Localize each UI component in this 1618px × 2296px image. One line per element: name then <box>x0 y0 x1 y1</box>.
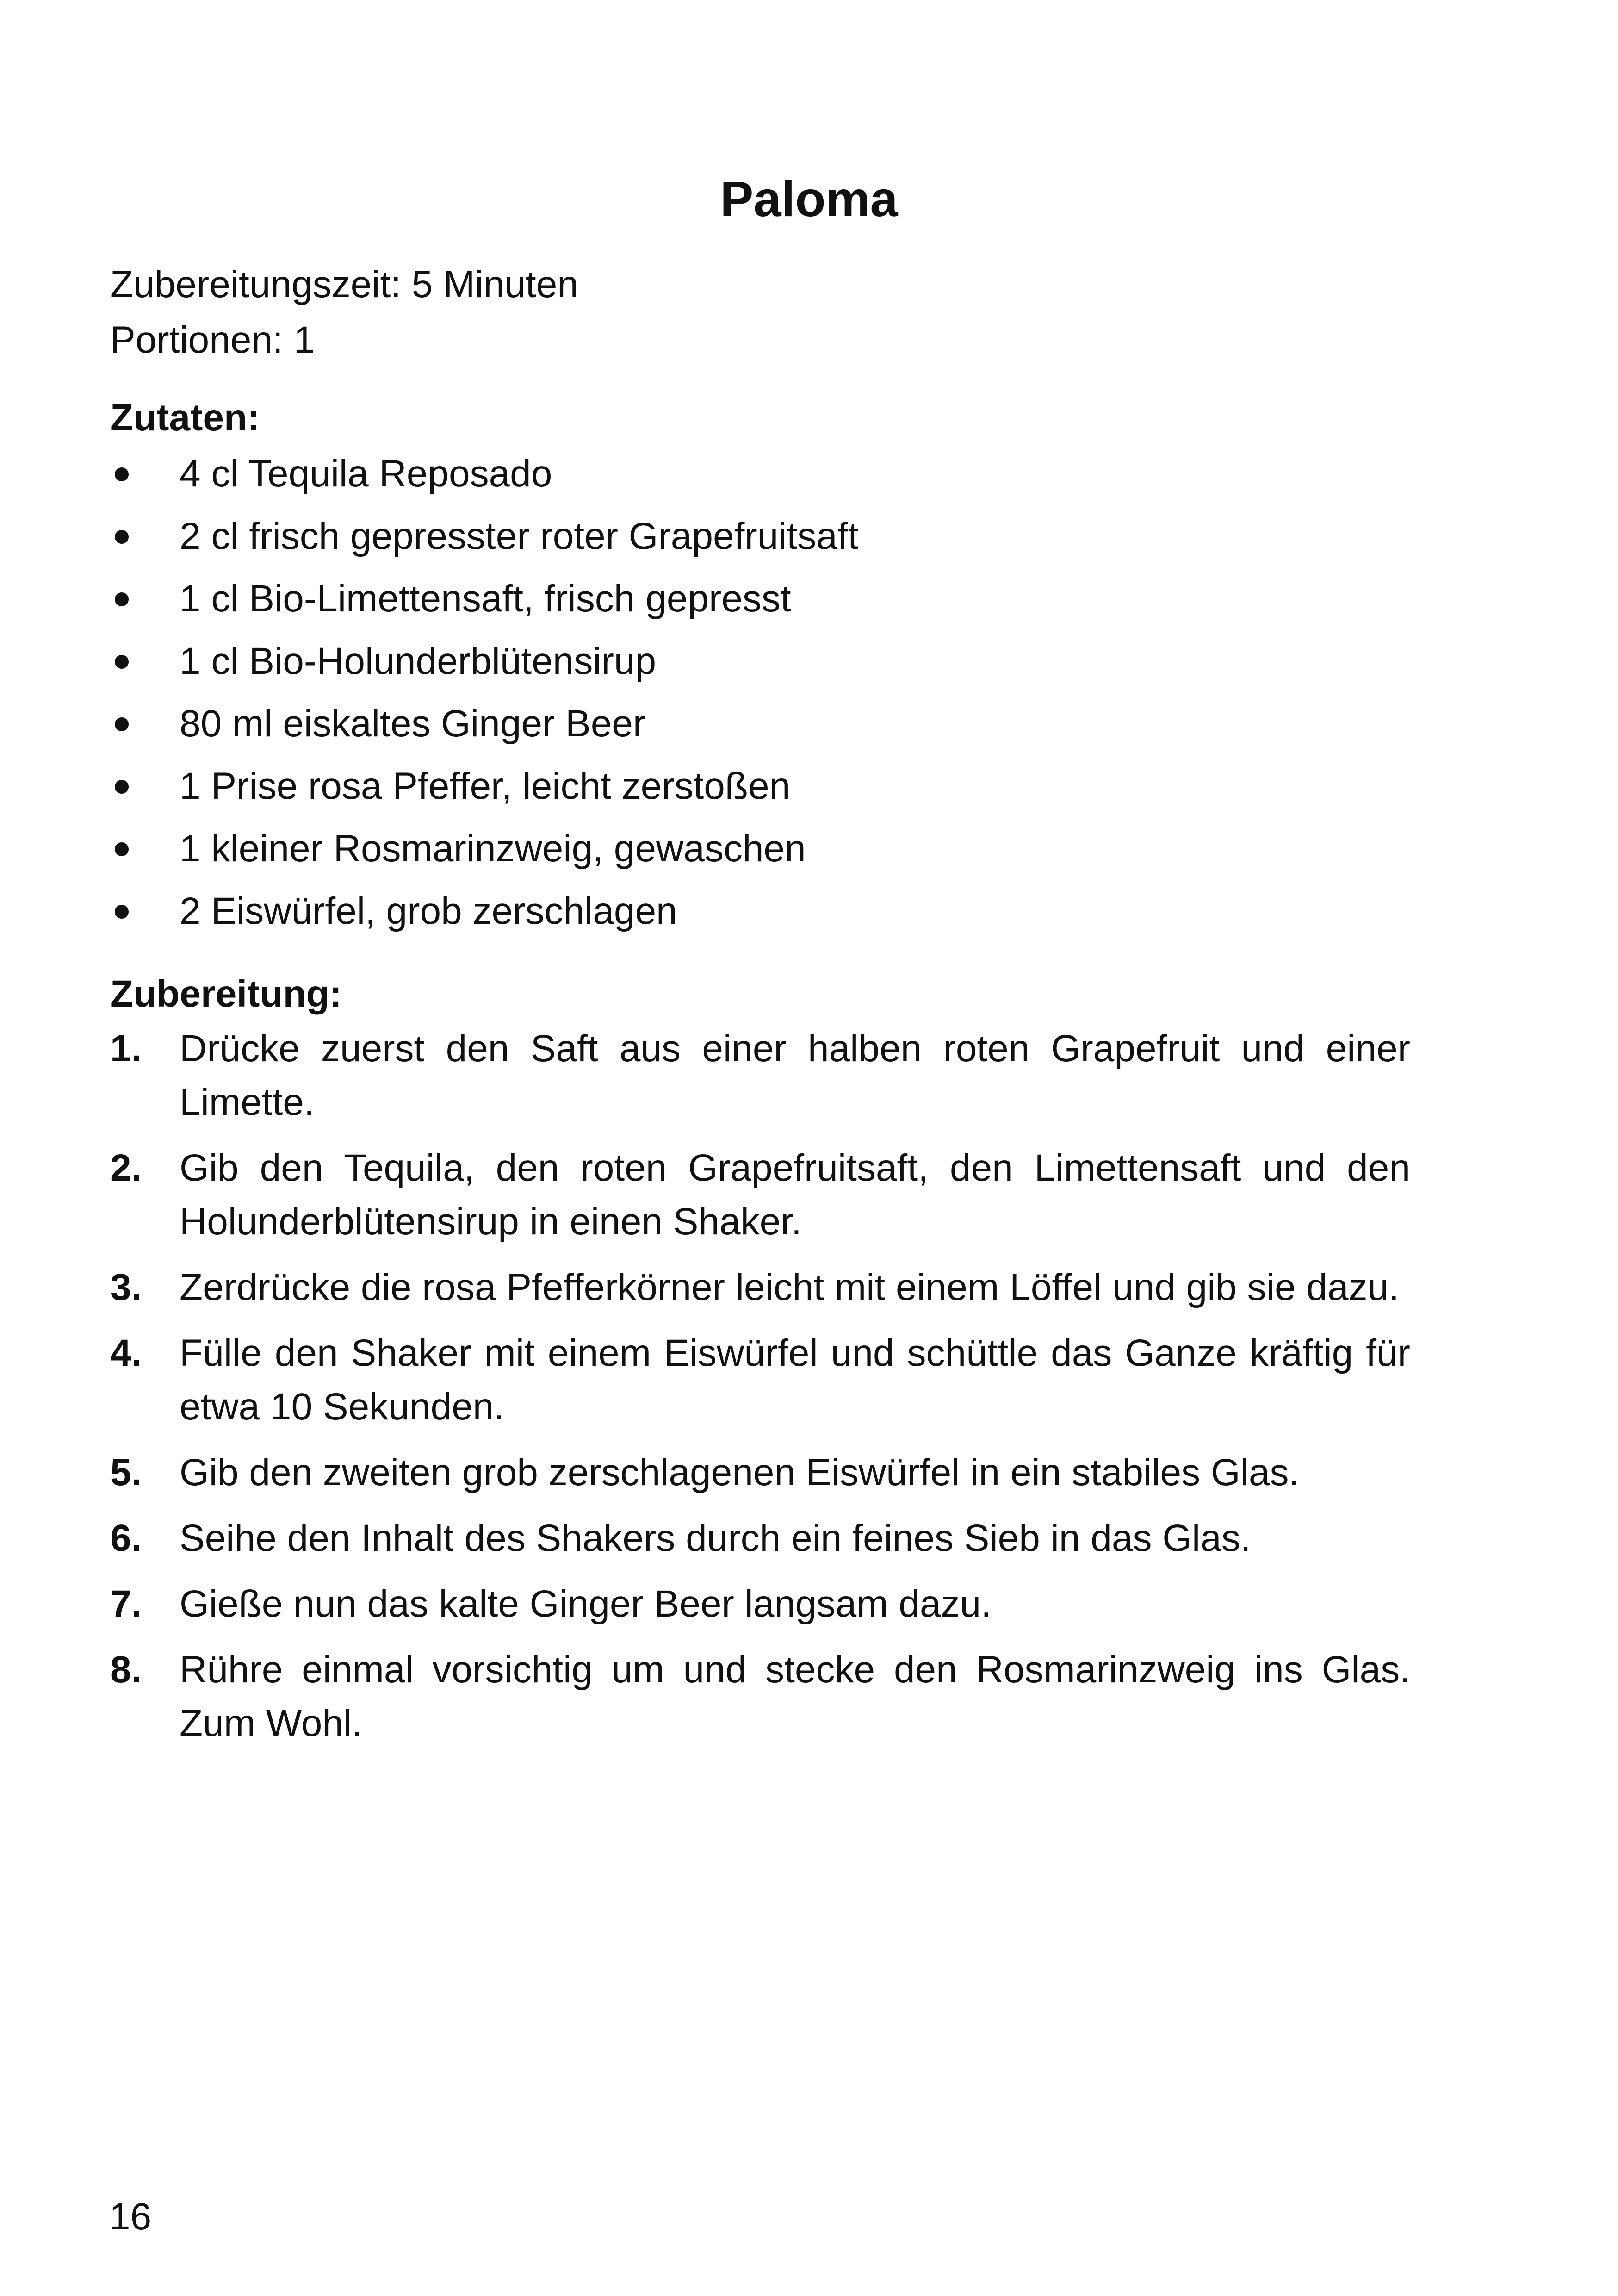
bullet-icon <box>115 717 129 731</box>
step-item <box>110 1141 1410 1249</box>
bullet-icon <box>115 530 129 544</box>
ingredient-text: 2 cl frisch gepresster roter Grapefruitsaft <box>180 515 859 557</box>
step-text: Rühre einmal vorsichtig um und stecke den Rosmarinzweig ins Glas. Zum Wohl. <box>180 1649 1410 1744</box>
ingredient-item <box>110 633 1410 690</box>
ingredient-text: 80 ml eiskaltes Ginger Beer <box>180 703 646 745</box>
ingredient-text: 1 Prise rosa Pfeffer, leicht zerstoßen <box>180 765 791 807</box>
step-number: 5. <box>110 1451 142 1493</box>
step-number: 6. <box>110 1517 142 1559</box>
step-number: 1. <box>110 1027 142 1070</box>
bullet-icon <box>115 780 129 794</box>
ingredients-list <box>110 446 1410 940</box>
step-item <box>110 1326 1410 1434</box>
step-item <box>110 1577 1410 1631</box>
bullet-icon <box>115 467 129 481</box>
step-item <box>110 1643 1410 1750</box>
step-text: Seihe den Inhalt des Shakers durch ein feines Sieb in das Glas. <box>180 1517 1251 1559</box>
ingredient-text: 1 cl Bio-Holunderblütensirup <box>180 640 657 682</box>
bullet-icon <box>115 905 129 919</box>
steps-heading: Zubereitung: <box>110 973 342 1015</box>
step-item <box>110 1512 1410 1565</box>
ingredient-item <box>110 883 1410 940</box>
ingredient-item <box>110 571 1410 627</box>
steps-list <box>110 1022 1410 1750</box>
step-number: 2. <box>110 1147 142 1189</box>
step-number: 8. <box>110 1649 142 1691</box>
ingredient-item <box>110 821 1410 877</box>
step-item <box>110 1261 1410 1314</box>
step-number: 7. <box>110 1583 142 1625</box>
recipe-title: Paloma <box>720 171 898 227</box>
step-item <box>110 1446 1410 1500</box>
servings: Portionen: 1 <box>110 319 315 361</box>
prep-time: Zubereitungszeit: 5 Minuten <box>110 263 578 305</box>
step-number: 4. <box>110 1332 142 1374</box>
ingredient-item <box>110 446 1410 502</box>
bullet-icon <box>115 842 129 856</box>
ingredient-item <box>110 696 1410 752</box>
ingredient-item <box>110 508 1410 565</box>
ingredient-text: 4 cl Tequila Reposado <box>180 453 552 495</box>
bullet-icon <box>115 592 129 606</box>
ingredients-heading: Zutaten: <box>110 397 260 439</box>
step-item <box>110 1022 1410 1129</box>
step-text: Fülle den Shaker mit einem Eiswürfel und schüttle das Ganze kräftig für etwa 10 Sekunden. <box>180 1332 1410 1428</box>
step-text: Drücke zuerst den Saft aus einer halben roten Grapefruit und einer Limette. <box>180 1027 1410 1123</box>
step-number: 3. <box>110 1266 142 1308</box>
bullet-icon <box>115 655 129 669</box>
ingredient-text: 1 kleiner Rosmarinzweig, gewaschen <box>180 828 806 870</box>
page-number: 16 <box>109 2196 152 2238</box>
ingredient-text: 2 Eiswürfel, grob zerschlagen <box>180 890 677 932</box>
step-text: Gieße nun das kalte Ginger Beer langsam dazu. <box>180 1583 992 1625</box>
ingredient-text: 1 cl Bio-Limettensaft, frisch gepresst <box>180 578 791 620</box>
step-text: Gib den zweiten grob zerschlagenen Eiswürfel in ein stabiles Glas. <box>180 1451 1300 1493</box>
recipe-content <box>110 257 1410 1762</box>
step-text: Zerdrücke die rosa Pfefferkörner leicht mit einem Löffel und gib sie dazu. <box>180 1266 1400 1308</box>
ingredient-item <box>110 758 1410 815</box>
step-text: Gib den Tequila, den roten Grapefruitsaft, den Limettensaft und den Holunderblütensirup in einen Shaker. <box>180 1147 1410 1243</box>
